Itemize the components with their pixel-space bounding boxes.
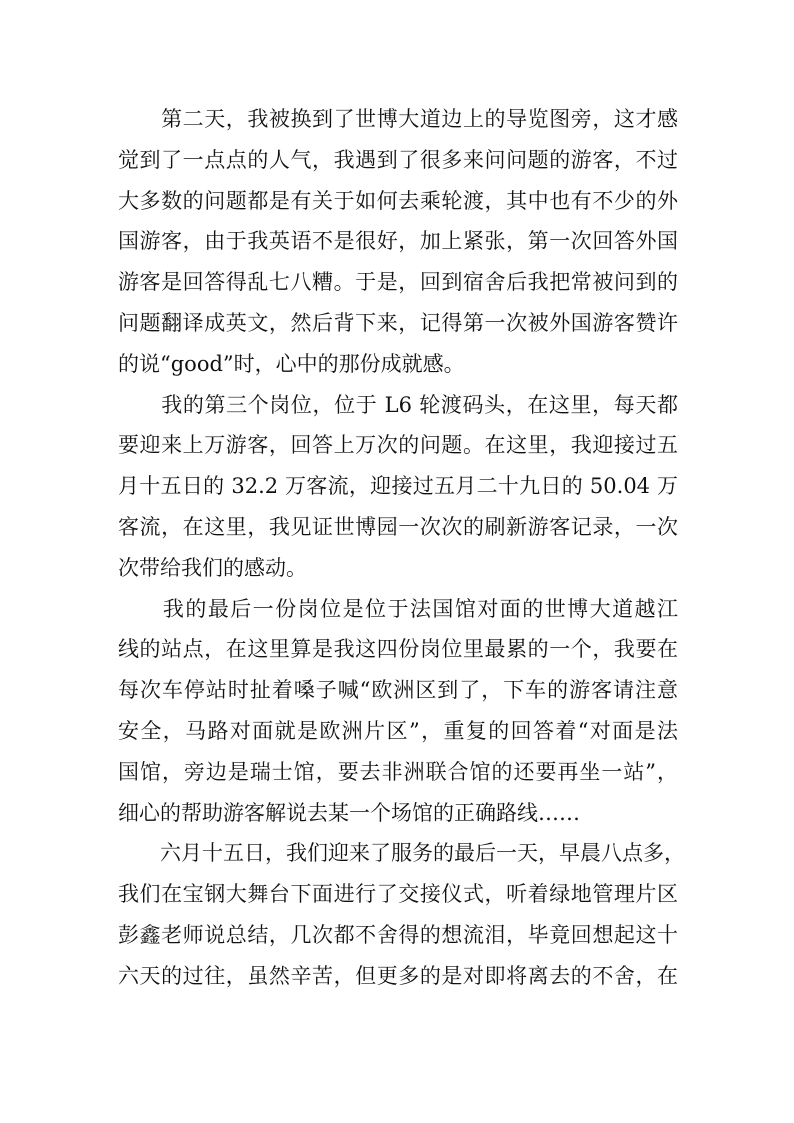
text-line: 每次车停站时扯着嗓子喊“欧洲区到了，下车的游客请注意 xyxy=(118,678,678,703)
text-line: 觉到了一点点的人气，我遇到了很多来问问题的游客，不过 xyxy=(118,147,678,172)
text-line: 游客是回答得乱七八糟。于是，回到宿舍后我把常被问到的 xyxy=(118,270,678,295)
text-line: 细心的帮助游客解说去某一个场馆的正确路线…… xyxy=(118,800,580,825)
text-line: 月十五日的 32.2 万客流，迎接过五月二十九日的 50.04 万 xyxy=(118,474,678,499)
text-line: 线的站点，在这里算是我这四份岗位里最累的一个，我要在 xyxy=(118,637,678,662)
text-line: 问题翻译成英文，然后背下来，记得第一次被外国游客赞许 xyxy=(118,310,678,335)
text-line: 第二天，我被换到了世博大道边上的导览图旁，这才感 xyxy=(118,107,678,131)
text-line: 客流，在这里，我见证世博园一次次的刷新游客记录，一次 xyxy=(118,514,678,539)
text-line: 的说“good”时，心中的那份成就感。 xyxy=(118,351,465,376)
text-line: 彭鑫老师说总结，几次都不舍得的想流泪，毕竟回想起这十 xyxy=(118,922,678,947)
text-line: 六月十五日，我们迎来了服务的最后一天，早晨八点多， xyxy=(118,841,685,866)
text-line: 六天的过往，虽然辛苦，但更多的是对即将离去的不舍，在 xyxy=(118,963,678,988)
text-line: 国游客，由于我英语不是很好，加上紧张，第一次回答外国 xyxy=(118,229,678,254)
text-line: 要迎来上万游客，回答上万次的问题。在这里，我迎接过五 xyxy=(118,433,678,458)
text-line: 大多数的问题都是有关于如何去乘轮渡，其中也有不少的外 xyxy=(118,188,678,213)
text-line: 我的最后一份岗位是位于法国馆对面的世博大道越江 xyxy=(118,596,678,621)
text-line: 国馆，旁边是瑞士馆，要去非洲联合馆的还要再坐一站”， xyxy=(118,759,678,784)
text-line: 我的第三个岗位，位于 L6 轮渡码头，在这里，每天都 xyxy=(118,392,678,417)
text-line: 安全，马路对面就是欧洲片区”，重复的回答着“对面是法 xyxy=(118,718,678,743)
text-line: 我们在宝钢大舞台下面进行了交接仪式，听着绿地管理片区 xyxy=(118,882,678,907)
body-text xyxy=(118,99,685,997)
text-line: 次带给我们的感动。 xyxy=(118,555,307,580)
